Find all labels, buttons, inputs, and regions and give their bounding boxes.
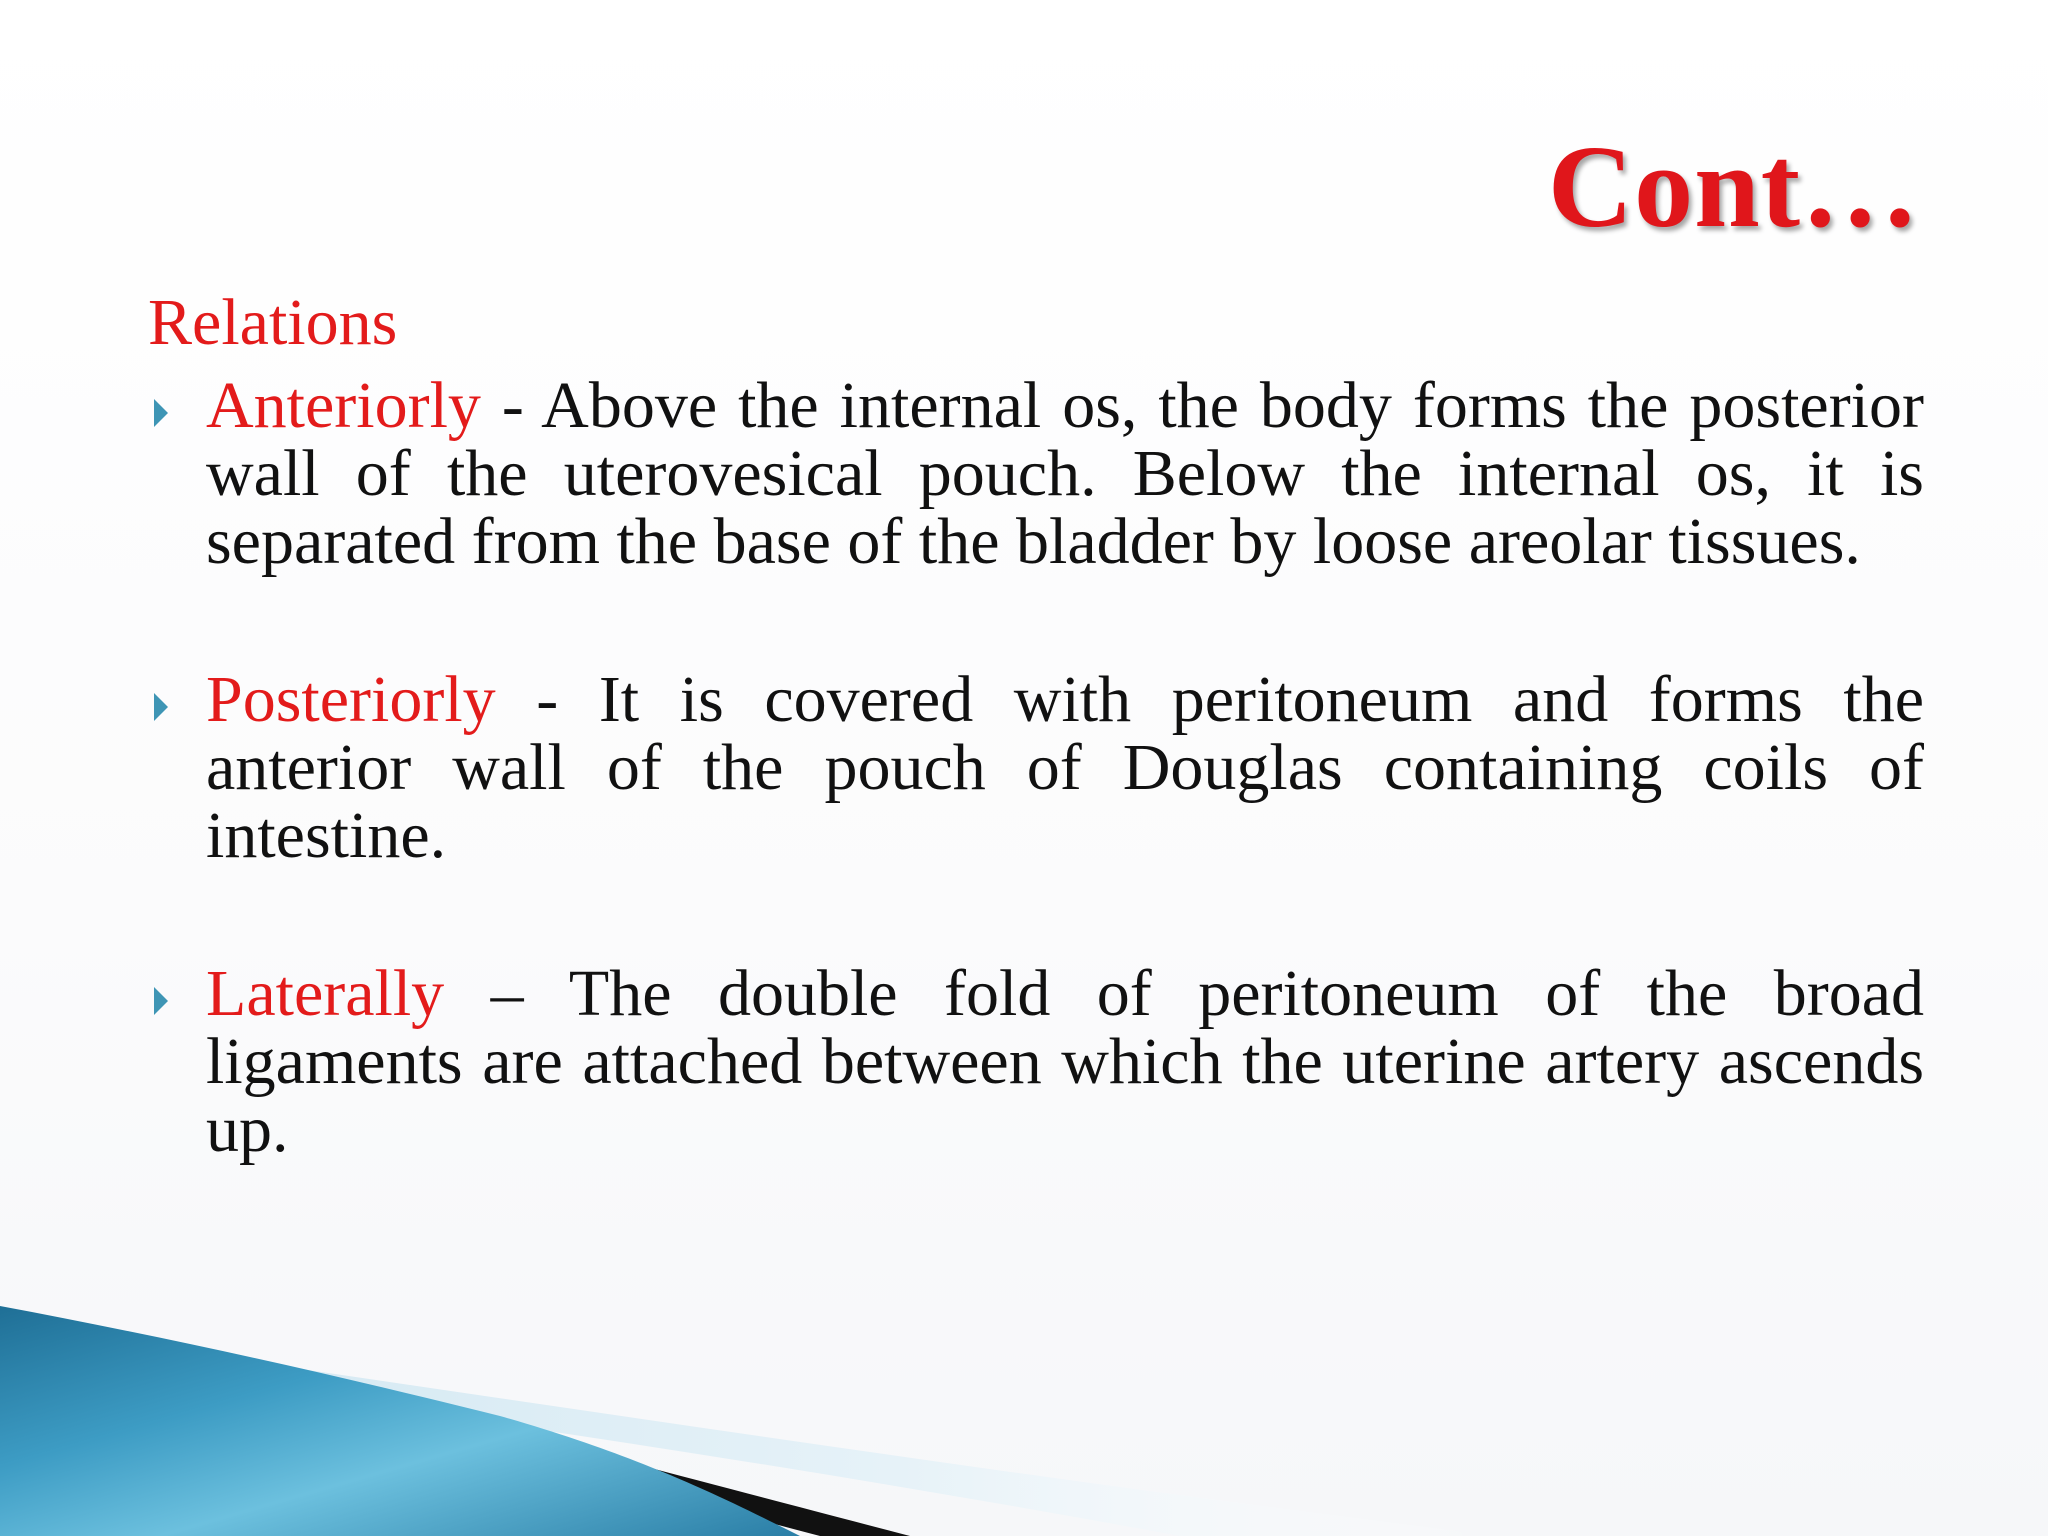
bullet-term: Posteriorly xyxy=(206,663,496,736)
triangle-right-icon xyxy=(154,399,168,427)
slide-title: Cont… xyxy=(1547,121,1920,252)
bullet-item-posteriorly xyxy=(148,663,1924,872)
triangle-right-icon xyxy=(154,693,168,721)
section-heading: Relations xyxy=(148,286,398,359)
bullet-text: – The double fold of peritoneum of the broad ligaments are attached between which the uterine artery ascends up. xyxy=(206,957,1924,1166)
swoosh-graphic xyxy=(0,1276,2048,1536)
bullet-text: - It is covered with peritoneum and forms the anterior wall of the pouch of Douglas containing coils of intestine. xyxy=(206,663,1924,872)
bullet-term: Laterally xyxy=(206,957,445,1030)
bullet-term: Anteriorly xyxy=(206,369,481,442)
swoosh-blue-band xyxy=(0,1306,800,1536)
triangle-right-icon xyxy=(154,987,168,1015)
bullet-list xyxy=(148,369,1924,1166)
bullet-text: - Above the internal os, the body forms the posterior wall of the uterovesical pouch. Below the internal os, it is separated from the base of the bladder by loose areolar tissues. xyxy=(206,369,1924,578)
bullet-item-laterally xyxy=(148,957,1924,1166)
bullet-item-anteriorly xyxy=(148,369,1924,578)
